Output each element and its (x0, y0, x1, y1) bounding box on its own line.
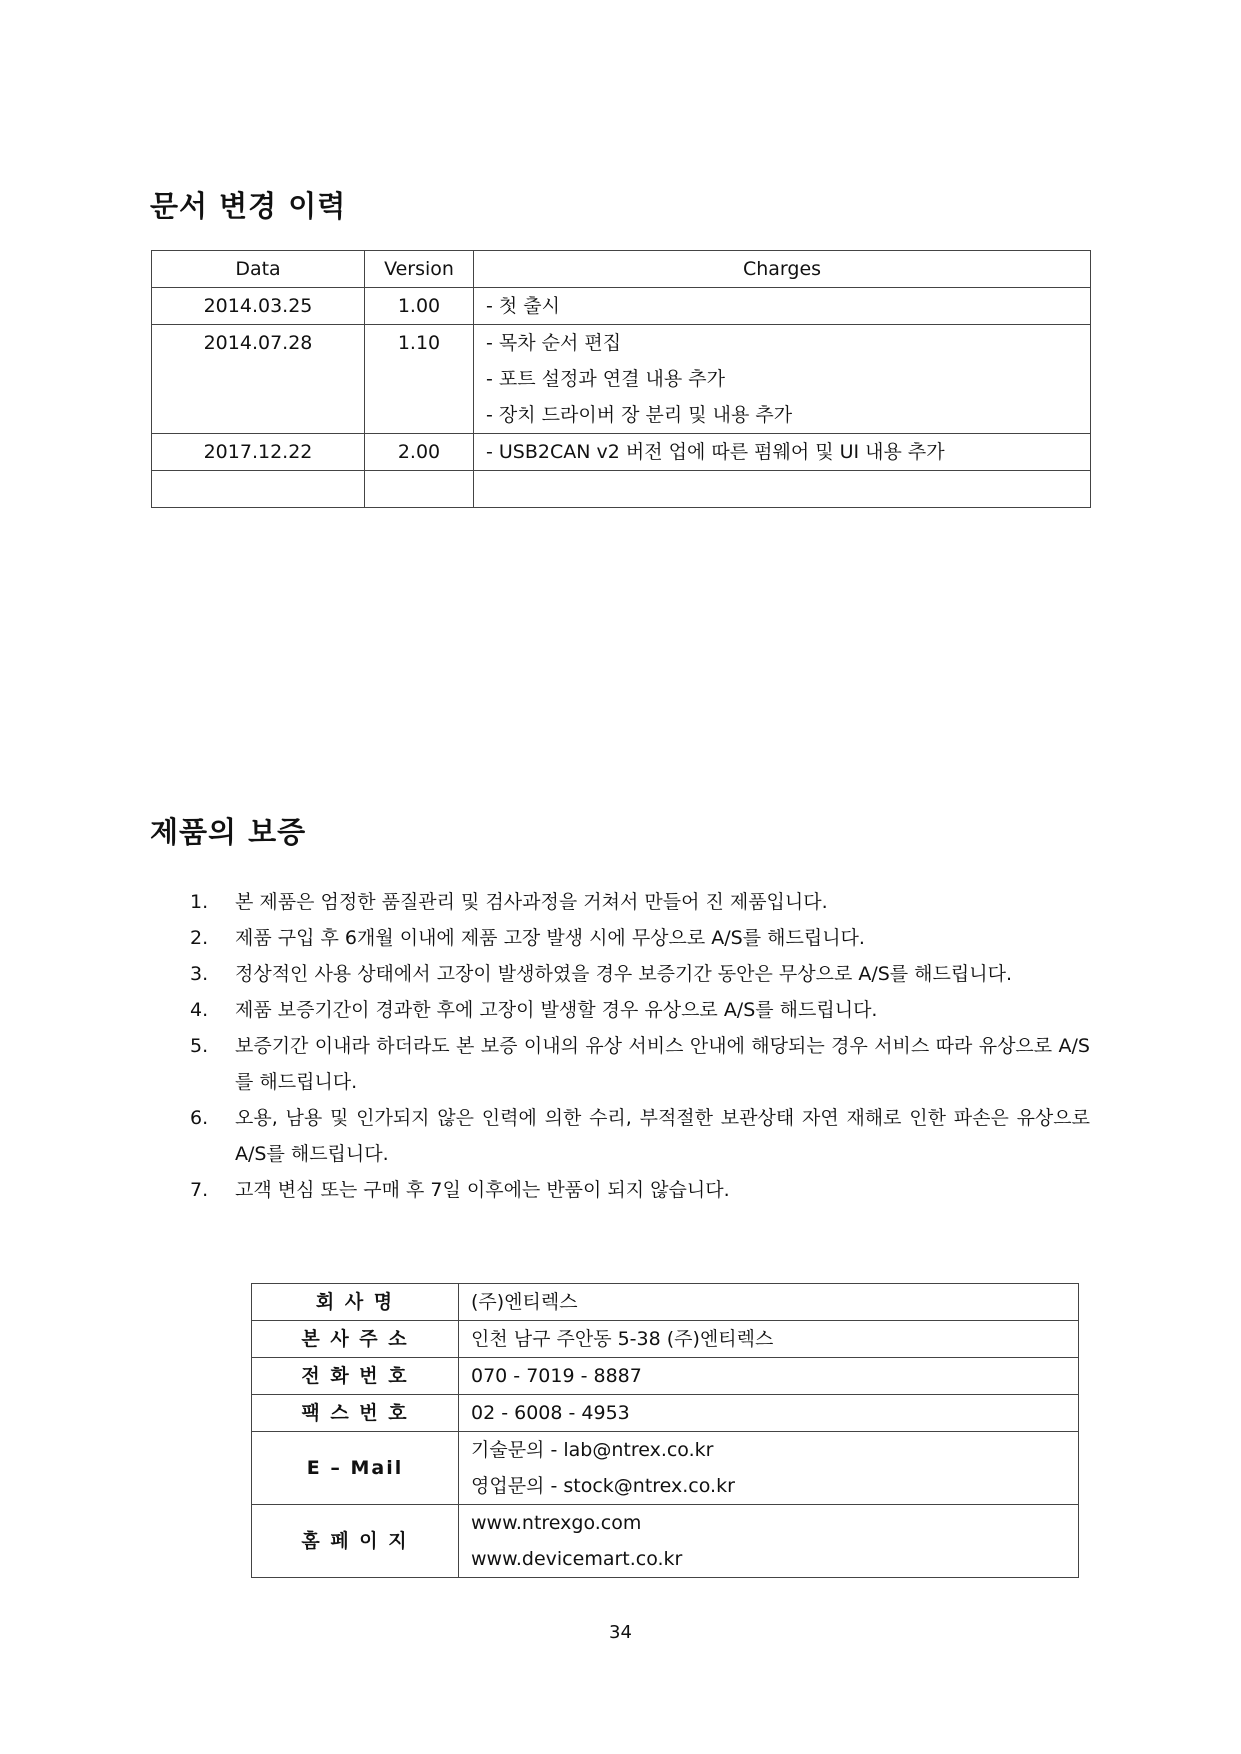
table-row-empty (152, 471, 1091, 508)
list-item (190, 1028, 1090, 1100)
company-fax-value: 02 - 6008 - 4953 (459, 1395, 1079, 1432)
company-address-value: 인천 남구 주안동 5-38 (주)엔티렉스 (459, 1321, 1079, 1358)
header-date: Data (152, 251, 365, 288)
company-address-label: 본 사 주 소 (252, 1321, 459, 1358)
company-phone-label: 전 화 번 호 (252, 1358, 459, 1395)
company-homepage-row (252, 1505, 1079, 1578)
homepage-link: www.ntrexgo.com (471, 1512, 642, 1534)
company-email-value (459, 1432, 1079, 1505)
row-date: 2014.07.28 (152, 325, 365, 434)
row-changes (474, 434, 1091, 471)
company-email-row (252, 1432, 1079, 1505)
item-text: 보증기간 이내라 하더라도 본 보증 이내의 유상 서비스 안내에 해당되는 경우 서비스 따라 유상으로 A/S를 해드립니다. (235, 1035, 1090, 1093)
company-homepage-value (459, 1505, 1079, 1578)
warranty-title: 제품의 보증 (150, 815, 307, 849)
row-date: 2014.03.25 (152, 288, 365, 325)
row-changes (474, 288, 1091, 325)
page-number: 34 (609, 1622, 632, 1643)
change-line: - 장치 드라이버 장 분리 및 내용 추가 (486, 404, 793, 426)
item-text: 오용, 남용 및 인가되지 않은 인력에 의한 수리, 부적절한 보관상태 자연 재해로 인한 파손은 유상으로 A/S를 해드립니다. (235, 1107, 1090, 1165)
company-fax-label: 팩 스 번 호 (252, 1395, 459, 1432)
change-line: - USB2CAN v2 버전 업에 따른 펌웨어 및 UI 내용 추가 (486, 441, 945, 463)
table-row (152, 288, 1091, 325)
row-version: 1.00 (365, 288, 474, 325)
table-row (152, 325, 1091, 434)
row-version: 2.00 (365, 434, 474, 471)
company-name-row (252, 1284, 1079, 1321)
company-name-label: 회 사 명 (252, 1284, 459, 1321)
item-number: 2. (190, 927, 209, 949)
item-number: 4. (190, 999, 209, 1021)
item-number: 6. (190, 1107, 209, 1129)
warranty-list (190, 884, 1090, 1208)
empty-cell (474, 471, 1091, 508)
list-item (190, 884, 1090, 920)
table-row (152, 434, 1091, 471)
header-changes: Charges (474, 251, 1091, 288)
header-version: Version (365, 251, 474, 288)
history-title: 문서 변경 이력 (150, 189, 347, 223)
list-item (190, 1100, 1090, 1172)
table-header-row (152, 251, 1091, 288)
list-item (190, 956, 1090, 992)
change-line: - 첫 출시 (486, 295, 560, 317)
row-version: 1.10 (365, 325, 474, 434)
empty-cell (365, 471, 474, 508)
item-text: 정상적인 사용 상태에서 고장이 발생하였을 경우 보증기간 동안은 무상으로 A/S를 해드립니다. (235, 963, 1012, 985)
row-changes (474, 325, 1091, 434)
change-line: - 목차 순서 편집 (486, 332, 622, 354)
email-tech: 기술문의 - lab@ntrex.co.kr (471, 1439, 714, 1461)
company-email-label: E – Mail (252, 1432, 459, 1505)
homepage-link: www.devicemart.co.kr (471, 1548, 683, 1570)
email-sales: 영업문의 - stock@ntrex.co.kr (471, 1475, 735, 1497)
company-address-row (252, 1321, 1079, 1358)
list-item (190, 1172, 1090, 1208)
change-history-table (151, 250, 1091, 508)
change-line: - 포트 설정과 연결 내용 추가 (486, 368, 725, 390)
item-text: 제품 구입 후 6개월 이내에 제품 고장 발생 시에 무상으로 A/S를 해드립니다. (235, 927, 865, 949)
company-homepage-label: 홈 페 이 지 (252, 1505, 459, 1578)
item-number: 5. (190, 1035, 209, 1057)
list-item (190, 920, 1090, 956)
item-number: 1. (190, 891, 209, 913)
company-name-value: (주)엔티렉스 (459, 1284, 1079, 1321)
company-info-table (251, 1283, 1079, 1578)
company-phone-row (252, 1358, 1079, 1395)
item-text: 본 제품은 엄정한 품질관리 및 검사과정을 거쳐서 만들어 진 제품입니다. (235, 891, 828, 913)
item-number: 3. (190, 963, 209, 985)
item-number: 7. (190, 1179, 209, 1201)
item-text: 고객 변심 또는 구매 후 7일 이후에는 반품이 되지 않습니다. (235, 1179, 730, 1201)
list-item (190, 992, 1090, 1028)
company-phone-value: 070 - 7019 - 8887 (459, 1358, 1079, 1395)
row-date: 2017.12.22 (152, 434, 365, 471)
empty-cell (152, 471, 365, 508)
item-text: 제품 보증기간이 경과한 후에 고장이 발생할 경우 유상으로 A/S를 해드립니다. (235, 999, 878, 1021)
company-fax-row (252, 1395, 1079, 1432)
